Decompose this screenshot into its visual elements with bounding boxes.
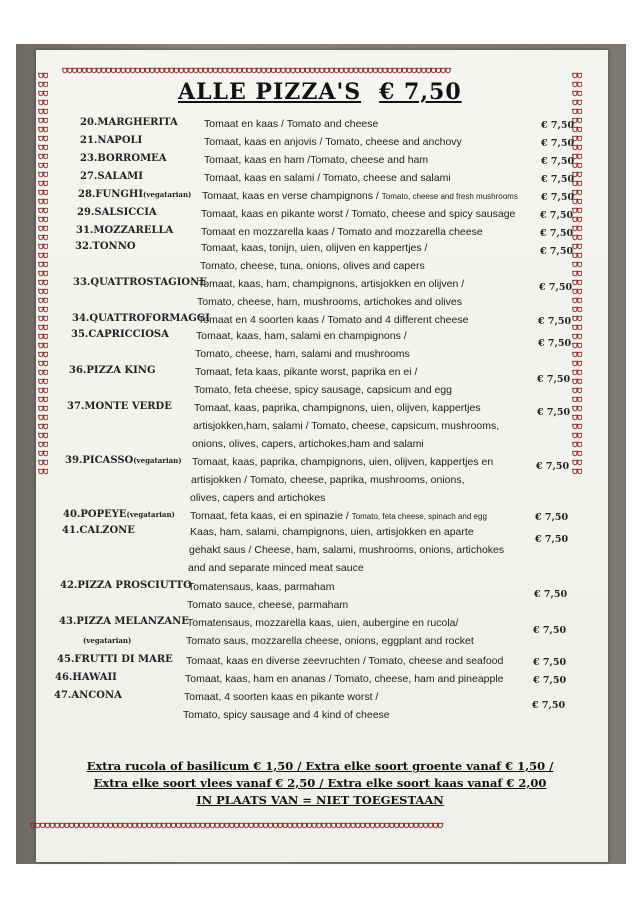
pizza-description-english: Tomato, cheese and fresh mushrooms — [381, 192, 518, 201]
pizza-name — [75, 241, 136, 252]
pizza-name — [80, 135, 142, 146]
pizza-description: Tomaat, kaas en anjovis / Tomato, cheese and anchovy — [204, 136, 462, 148]
pizza-name-text: 37.MONTE VERDE — [67, 401, 172, 412]
pizza-name-text: 35.CAPRICCIOSA — [71, 329, 169, 340]
pizza-price: € 7,50 — [540, 228, 574, 239]
pizza-name-text: 45.FRUTTI DI MARE — [57, 654, 173, 665]
pizza-price: € 7,50 — [535, 534, 569, 545]
pizza-description: Tomaat, kaas, ham, champignons, artisjokken en olijven / — [198, 278, 465, 290]
pizza-description: Tomaat, feta kaas, pikante worst, paprika en ei / — [195, 366, 418, 378]
pizza-name-text: 42.PIZZA PROSCIUTTO — [60, 580, 192, 591]
pizza-price: € 7,50 — [540, 246, 574, 257]
pizza-description: Tomaat, kaas en pikante worst / Tomato, cheese and spicy sausage — [201, 208, 516, 220]
pizza-name-text: 47.ANCONA — [54, 690, 122, 701]
pizza-name-text: 32.TONNO — [75, 241, 136, 252]
pizza-name — [54, 690, 122, 701]
decorative-border-left: ⩌⩌⩌⩌⩌⩌⩌⩌⩌⩌⩌⩌⩌⩌⩌⩌⩌⩌⩌⩌⩌⩌⩌⩌⩌⩌⩌⩌⩌⩌⩌⩌⩌⩌⩌⩌⩌⩌⩌⩌⩌⩌⩌⩌⩌⩌⩌⩌⩌⩌⩌⩌⩌⩌⩌⩌⩌⩌⩌⩌⩌⩌⩌⩌⩌⩌⩌⩌⩌⩌⩌⩌⩌⩌⩌⩌⩌⩌⩌⩌⩌⩌⩌⩌⩌⩌⩌⩌⩌⩌ — [38, 72, 48, 477]
pizza-description: Tomaat, kaas, paprika, champignons, uien, olijven, kappertjes en — [192, 456, 494, 468]
pizza-name — [57, 654, 173, 665]
pizza-description: artisjokken / Tomato, cheese, paprika, mushrooms, onions, — [191, 474, 465, 486]
pizza-description: artisjokken,ham, salami / Tomato, cheese, capsicum, mushrooms, — [193, 420, 500, 432]
menu-title — [178, 79, 468, 105]
pizza-name — [69, 365, 155, 376]
pizza-description: Tomato, feta cheese, spicy sausage, capsicum and egg — [194, 384, 452, 396]
pizza-name-text: 46.HAWAII — [55, 672, 117, 683]
pizza-name-text: 27.SALAMI — [80, 171, 143, 182]
pizza-description: olives, capers and artichokes — [190, 492, 326, 504]
pizza-name — [55, 672, 117, 683]
pizza-name-text: 41.CALZONE — [62, 525, 135, 536]
pizza-description: Tomato, cheese, ham, mushrooms, artichokes and olives — [197, 296, 462, 308]
pizza-description: Tomaat, kaas, ham en ananas / Tomato, cheese, ham and pineapple — [185, 673, 504, 685]
pizza-price: € 7,50 — [537, 374, 571, 385]
vegetarian-label: (vegatarian) — [143, 190, 192, 199]
pizza-description: Tomato saus, mozzarella cheese, onions, eggplant and rocket — [186, 635, 474, 647]
pizza-name-text: 34.QUATTROFORMAGGI — [72, 313, 210, 324]
pizza-description: Tomato, cheese, tuna, onions, olives and capers — [200, 260, 425, 272]
footer-extras-line-1: Extra rucola of basilicum € 1,50 / Extra elke soort groente vanaf € 1,50 / — [86, 759, 554, 773]
pizza-price: € 7,50 — [533, 657, 567, 668]
pizza-description: Kaas, ham, salami, champignons, uien, artisjokken en aparte — [190, 526, 474, 538]
pizza-description: gehakt saus / Cheese, ham, salami, mushrooms, onions, artichokes — [189, 544, 505, 556]
pizza-name-text: 36.PIZZA KING — [69, 365, 156, 376]
pizza-description: Tomaat, kaas en salami / Tomato, cheese and salami — [204, 172, 451, 184]
pizza-price: € 7,50 — [541, 120, 575, 131]
pizza-description: Tomaat, kaas, ham, salami en champignons / — [196, 330, 407, 342]
pizza-description: Tomaat, kaas en ham /Tomato, cheese and ham — [204, 154, 429, 166]
pizza-name — [80, 117, 178, 128]
pizza-name — [73, 277, 207, 288]
vegetarian-label: (vegatarian) — [83, 636, 132, 645]
pizza-description: Tomaat, kaas, paprika, champignons, uien, olijven, kappertjes — [194, 402, 481, 414]
pizza-price: € 7,50 — [537, 407, 571, 418]
pizza-price: € 7,50 — [541, 156, 575, 167]
pizza-price: € 7,50 — [532, 700, 566, 711]
pizza-name — [80, 153, 167, 164]
pizza-name — [65, 455, 182, 466]
pizza-description: Tomato, spicy sausage and 4 kind of cheese — [183, 709, 390, 721]
pizza-name-text: 28.FUNGHI — [78, 189, 144, 200]
pizza-price: € 7,50 — [538, 316, 572, 327]
pizza-description: Tomaat en 4 soorten kaas / Tomato and 4 different cheese — [198, 314, 469, 326]
pizza-name — [63, 509, 175, 520]
pizza-description-english: Tomato, feta cheese, spinach and egg — [351, 512, 487, 521]
pizza-name — [60, 580, 192, 591]
vegetarian-label: (vegatarian) — [133, 456, 182, 465]
pizza-price: € 7,50 — [534, 589, 568, 600]
pizza-name — [78, 189, 191, 200]
pizza-price: € 7,50 — [535, 512, 569, 523]
footer-extras-line-2: Extra elke soort vlees vanaf € 2,50 / Extra elke soort kaas vanaf € 2,00 — [93, 776, 547, 790]
pizza-description: Tomatensaus, mozzarella kaas, uien, aubergine en rucola/ — [187, 617, 459, 629]
pizza-description: onions, olives, capers, artichokes,ham and salami — [192, 438, 424, 450]
pizza-description: Tomaat, 4 soorten kaas en pikante worst / — [184, 691, 379, 703]
pizza-name-text: 39.PICASSO — [65, 455, 134, 466]
pizza-name-text: 43.PIZZA MELANZANE — [59, 616, 189, 627]
pizza-name — [59, 616, 189, 627]
decorative-border-top: ⩌⩌⩌⩌⩌⩌⩌⩌⩌⩌⩌⩌⩌⩌⩌⩌⩌⩌⩌⩌⩌⩌⩌⩌⩌⩌⩌⩌⩌⩌⩌⩌⩌⩌⩌⩌⩌⩌⩌⩌⩌⩌⩌⩌⩌⩌⩌⩌⩌⩌⩌⩌⩌⩌⩌⩌⩌⩌⩌⩌⩌⩌⩌⩌⩌⩌⩌⩌⩌⩌⩌⩌⩌⩌⩌⩌⩌⩌⩌⩌ — [62, 67, 451, 76]
pizza-description: Tomaat, feta kaas, ei en spinazie / Tomato, feta cheese, spinach and egg — [190, 510, 487, 522]
pizza-name — [76, 225, 173, 236]
pizza-price: € 7,50 — [539, 282, 573, 293]
pizza-name-text: 33.QUATTROSTAGIONE — [73, 277, 207, 288]
pizza-description: and and separate minced meat sauce — [188, 562, 364, 574]
pizza-name-text: 21.NAPOLI — [80, 135, 143, 146]
pizza-price: € 7,50 — [541, 174, 575, 185]
pizza-price: € 7,50 — [536, 461, 570, 472]
pizza-name-text: 31.MOZZARELLA — [76, 225, 174, 236]
footer-notice: IN PLAATS VAN = NIET TOEGESTAAN — [196, 793, 444, 807]
pizza-name — [67, 401, 172, 412]
pizza-price: € 7,50 — [533, 625, 567, 636]
pizza-description: Tomaat en kaas / Tomato and cheese — [204, 118, 379, 130]
pizza-price: € 7,50 — [541, 138, 575, 149]
pizza-name — [72, 313, 210, 324]
pizza-name — [77, 207, 157, 218]
pizza-description: Tomaat en mozzarella kaas / Tomato and mozzarella cheese — [201, 226, 483, 238]
pizza-name-text: 20.MARGHERITA — [80, 117, 178, 128]
pizza-name-text: 29.SALSICCIA — [77, 207, 157, 218]
pizza-name — [62, 525, 135, 536]
pizza-name-text: 40.POPEYE — [63, 509, 127, 520]
title-text: ALLE PIZZA'S — [178, 79, 362, 105]
vegetarian-label: (vegatarian) — [126, 510, 175, 519]
title-price: € 7,50 — [379, 79, 462, 105]
pizza-description: Tomatensaus, kaas, parmaham — [188, 581, 335, 593]
pizza-description: Tomaat, kaas, tonijn, uien, olijven en kappertjes / — [201, 242, 428, 254]
pizza-name — [80, 171, 143, 182]
pizza-description: Tomaat, kaas en verse champignons / Tomato, cheese and fresh mushrooms — [202, 190, 518, 202]
pizza-description: Tomato sauce, cheese, parmaham — [187, 599, 349, 611]
pizza-price: € 7,50 — [540, 210, 574, 221]
pizza-price: € 7,50 — [538, 338, 572, 349]
pizza-price: € 7,50 — [533, 675, 567, 686]
decorative-border-bottom: ⩌⩌⩌⩌⩌⩌⩌⩌⩌⩌⩌⩌⩌⩌⩌⩌⩌⩌⩌⩌⩌⩌⩌⩌⩌⩌⩌⩌⩌⩌⩌⩌⩌⩌⩌⩌⩌⩌⩌⩌⩌⩌⩌⩌⩌⩌⩌⩌⩌⩌⩌⩌⩌⩌⩌⩌⩌⩌⩌⩌⩌⩌⩌⩌⩌⩌⩌⩌⩌⩌⩌⩌⩌⩌⩌⩌⩌⩌⩌⩌⩌⩌⩌⩌⩌ — [30, 822, 443, 831]
pizza-description: Tomaat, kaas en diverse zeevruchten / Tomato, cheese and seafood — [186, 655, 504, 667]
pizza-name-text: 23.BORROMEA — [80, 153, 167, 164]
decorative-border-right: ⩌⩌⩌⩌⩌⩌⩌⩌⩌⩌⩌⩌⩌⩌⩌⩌⩌⩌⩌⩌⩌⩌⩌⩌⩌⩌⩌⩌⩌⩌⩌⩌⩌⩌⩌⩌⩌⩌⩌⩌⩌⩌⩌⩌⩌⩌⩌⩌⩌⩌⩌⩌⩌⩌⩌⩌⩌⩌⩌⩌⩌⩌⩌⩌⩌⩌⩌⩌⩌⩌⩌⩌⩌⩌⩌⩌⩌⩌⩌⩌⩌⩌⩌⩌⩌⩌⩌⩌⩌⩌ — [572, 72, 582, 477]
pizza-description: Tomato, cheese, ham, salami and mushrooms — [195, 348, 410, 360]
pizza-name — [71, 329, 169, 340]
pizza-price: € 7,50 — [541, 192, 575, 203]
